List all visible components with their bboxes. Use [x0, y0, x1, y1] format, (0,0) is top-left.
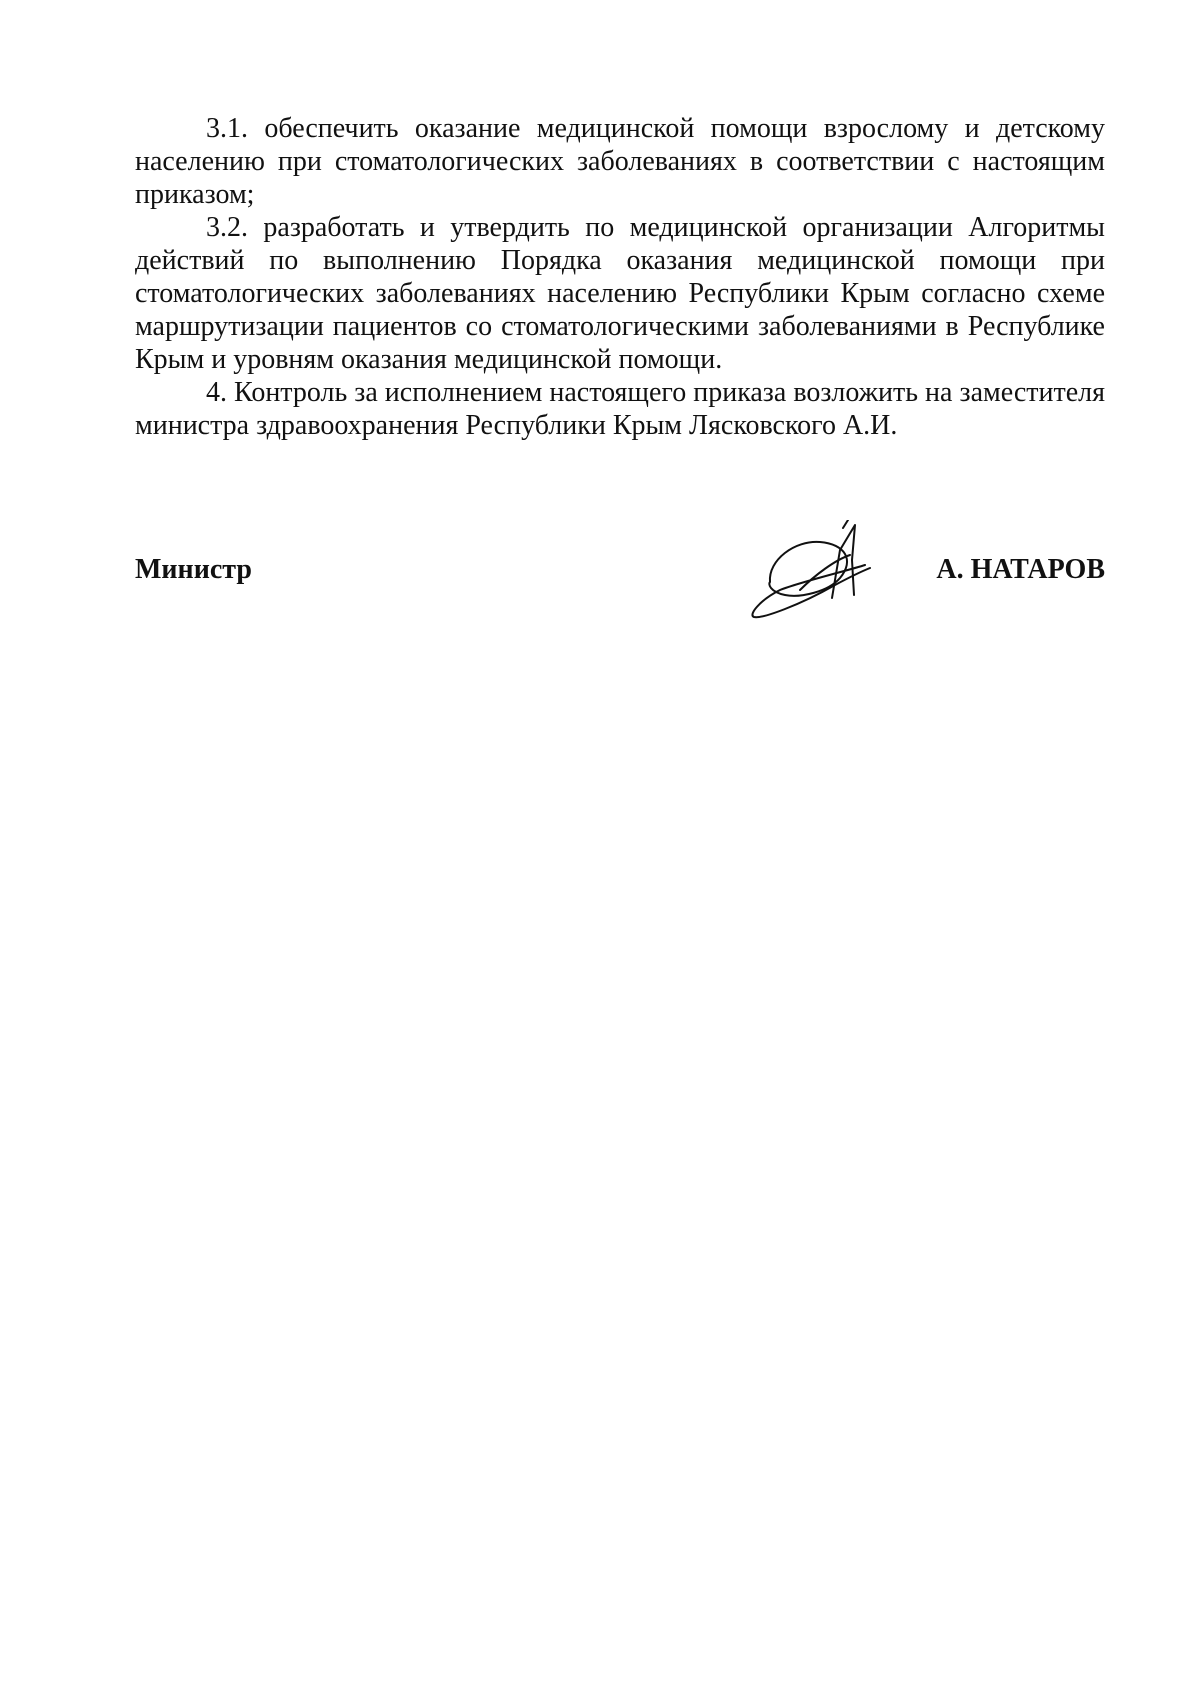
- signature-block: [135, 520, 1105, 640]
- paragraph-3-2: 3.2. разработать и утвердить по медицинской организации Алгоритмы действий по выполнению Порядка оказания медицинской помощи при стоматологических заболеваниях населению Республики Крым согласно схеме маршрутизации пациентов со стоматологическими заболеваниями в Республике Крым и уровням оказания медицинской помощи.: [135, 212, 1105, 375]
- paragraph-3-1: 3.1. обеспечить оказание медицинской помощи взрослому и детскому населению при стоматологических заболеваниях в соответствии с настоящим приказом;: [135, 113, 1105, 210]
- document-body: [135, 112, 1105, 442]
- signer-position: Министр: [135, 554, 252, 585]
- handwritten-signature: [740, 520, 910, 630]
- signer-name: А. НАТАРОВ: [936, 554, 1105, 585]
- paragraph-4: 4. Контроль за исполнением настоящего приказа возложить на заместителя министра здравоохранения Республики Крым Лясковского А.И.: [135, 377, 1105, 441]
